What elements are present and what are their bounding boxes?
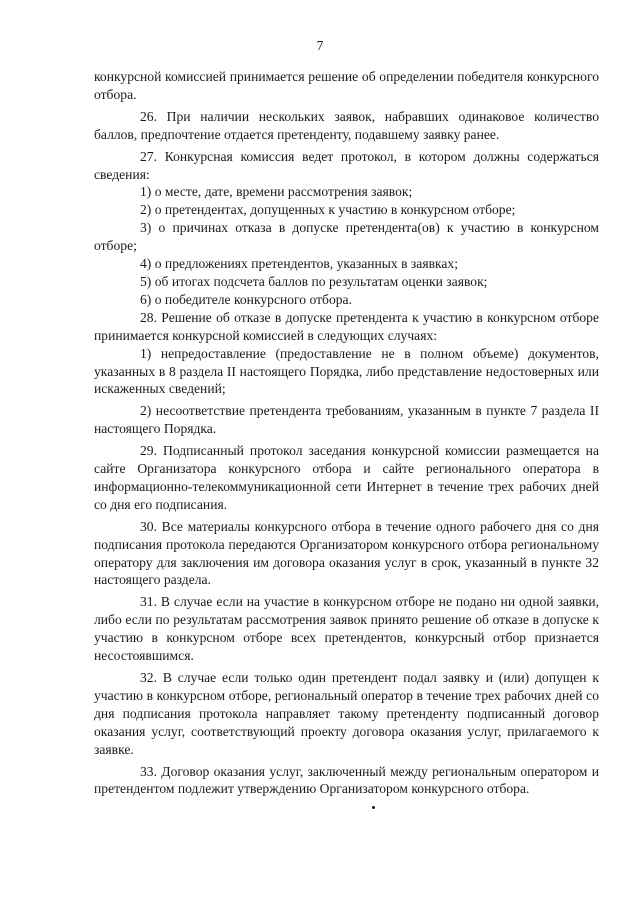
paragraph: 32. В случае если только один претендент подал заявку и (или) допущен к участию в конкурсном отборе, региональный оператор в течение трех рабочих дней со дня подписания протокола направляет такому претенденту подписанный договор оказания услуг, соответствующий проекту договора оказания услуг, прилагаемого к заявке.	[94, 670, 599, 757]
list-item: 2) несоответствие претендента требованиям, указанным в пункте 7 раздела II настоящего Порядка.	[94, 403, 599, 437]
list-item: 4) о предложениях претендентов, указанных в заявках;	[140, 256, 459, 272]
ink-dot	[372, 806, 375, 809]
list-item: 5) об итогах подсчета баллов по результатам оценки заявок;	[140, 273, 488, 289]
list-item: 6) о победителе конкурсного отбора.	[140, 291, 352, 307]
document-body	[94, 68, 599, 798]
paragraph: 29. Подписанный протокол заседания конкурсной комиссии размещается на сайте Организатора конкурсного отбора и сайте регионального оператора в информационно-телекоммуникационной сети Интернет в течение трех рабочих дней со дня его подписания.	[94, 443, 599, 512]
paragraph: 30. Все материалы конкурсного отбора в течение одного рабочего дня со дня подписания протокола передаются Организатором конкурсного отбора региональному оператору для заключения им договора оказания услуг в срок, указанный в пункте 32 настоящего раздела.	[94, 518, 599, 588]
list-item: 2) о претендентах, допущенных к участию в конкурсном отборе;	[140, 202, 516, 218]
paragraph: конкурсной комиссией принимается решение об определении победителя конкурсного отбора.	[94, 69, 599, 102]
list-item: 1) непредоставление (предоставление не в полном объеме) документов, указанных в 8 раздела II настоящего Порядка, либо представление недостоверных или искаженных сведений;	[94, 345, 599, 397]
paragraph: 26. При наличии нескольких заявок, набравших одинаковое количество баллов, предпочтение отдается претенденту, подавшему заявку ранее.	[94, 108, 599, 142]
list-item: 1) о месте, дате, времени рассмотрения заявок;	[140, 184, 413, 200]
paragraph: 28. Решение об отказе в допуске претендента к участию в конкурсном отборе принимается конкурсной комиссией в следующих случаях:	[94, 309, 599, 343]
paragraph: 33. Договор оказания услуг, заключенный между региональным оператором и претендентом подлежит утверждению Организатором конкурсного отбора.	[94, 763, 599, 797]
paragraph: 31. В случае если на участие в конкурсном отборе не подано ни одной заявки, либо если по результатам рассмотрения заявок принято решение об отказе в допуске к участию в конкурсном отборе всех претендентов, конкурсный отбор признается несостоявшимся.	[94, 594, 599, 664]
list-item: 3) о причинах отказа в допуске претендента(ов) к участию в конкурсном отборе;	[94, 220, 599, 254]
paragraph: 27. Конкурсная комиссия ведет протокол, в котором должны содержаться сведения:	[94, 148, 599, 182]
page-number: 7	[316, 38, 324, 53]
